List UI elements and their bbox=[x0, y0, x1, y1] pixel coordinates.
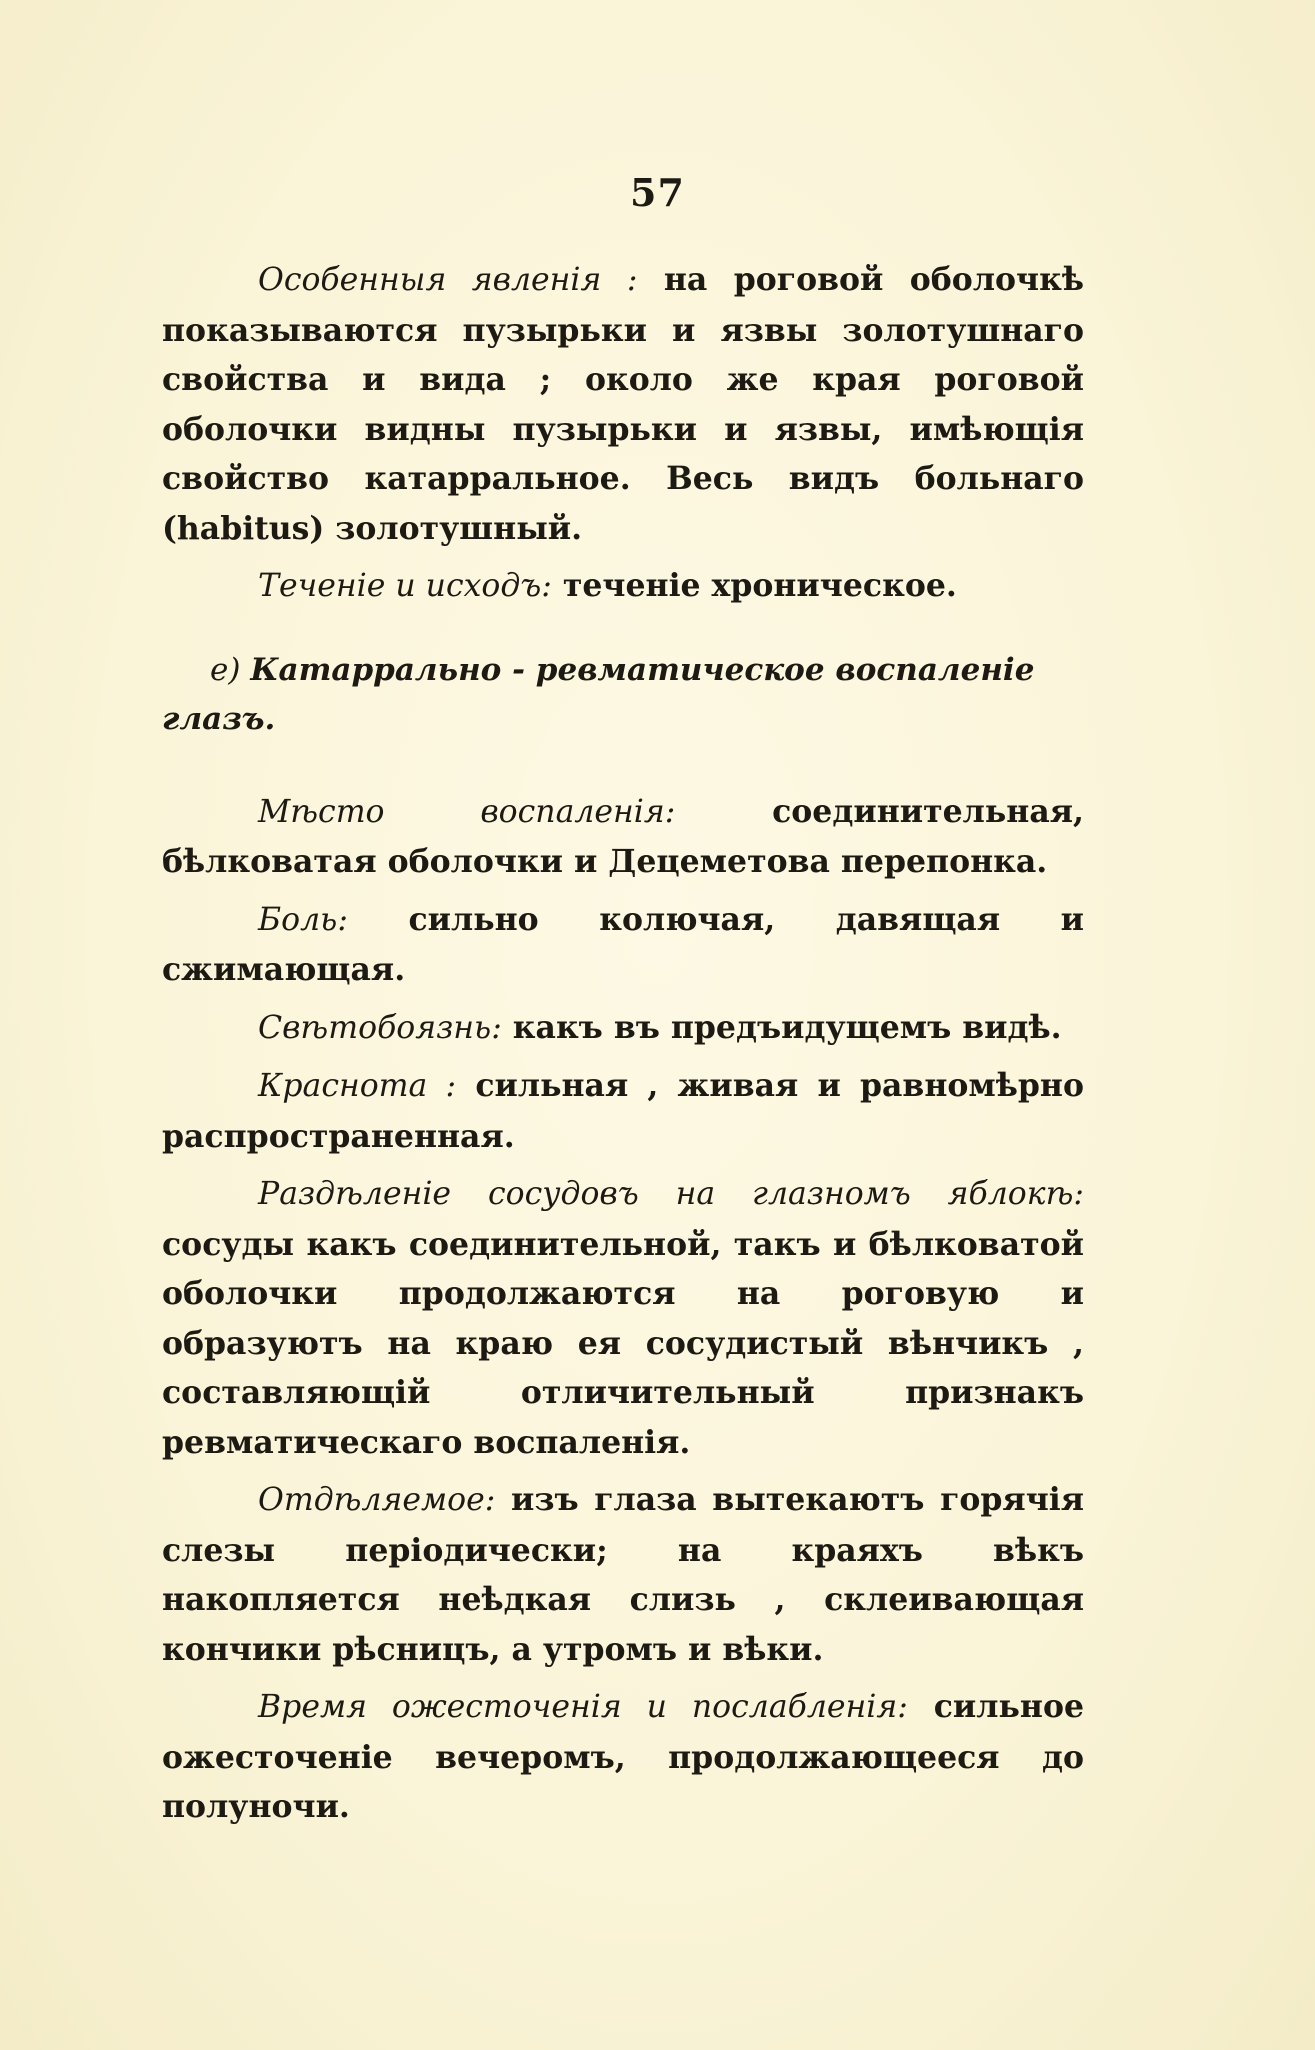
paragraph-term: Раздѣленіе сосудовъ на глазномъ яблокѣ: bbox=[258, 1176, 1084, 1212]
paragraph-course-outcome bbox=[162, 561, 1084, 612]
paragraph-inflammation-site bbox=[162, 787, 1084, 887]
paragraph-term: Мѣсто воспаленія: bbox=[258, 793, 676, 830]
paragraph-special-symptoms bbox=[162, 255, 1084, 553]
paragraph-text: сильно колючая, давящая и сжимающая. bbox=[162, 900, 1084, 988]
page-number: 57 bbox=[630, 170, 685, 215]
paragraph-text: теченіе хроническое. bbox=[551, 567, 957, 604]
paragraph-text: сосуды какъ соединительной, такъ и бѣлковатой оболочки продолжаются на роговую и образуютъ на краю ея сосудистый вѣнчикъ , составляющій отличительный признакъ ревматическаго воспаленія. bbox=[162, 1225, 1084, 1461]
paragraph-term: Отдѣляемое: bbox=[258, 1482, 496, 1518]
subheading-title: Катаррально - ревматическое воспаленіе глазъ. bbox=[162, 651, 1035, 737]
paragraph-term: Свѣтобоязнь: bbox=[258, 1009, 502, 1046]
paragraph-text: на роговой оболочкѣ показываются пузырьки и язвы золотушнаго свойства и вида ; около же края роговой оболочки видны пузырьки и язвы, имѣющія свойство катарральное. Весь видъ больнаго (habitus) золотушный. bbox=[162, 261, 1084, 547]
body-text bbox=[162, 255, 1084, 1840]
paragraph-term: Особенныя явленія : bbox=[258, 262, 638, 298]
paragraph-text: изъ глаза вытекаютъ горячія слезы періодически; на краяхъ вѣкъ накопляется неѣдкая слизь , склеивающая кончики рѣсницъ, а утромъ и вѣки. bbox=[162, 1481, 1084, 1668]
paragraph-term: Время ожесточенія и послабленія: bbox=[258, 1689, 908, 1725]
paragraph-text: сильная , живая и равномѣрно распространенная. bbox=[162, 1067, 1084, 1155]
paragraph-text: соединительная, бѣлковатая оболочки и Децеметова перепонка. bbox=[162, 792, 1084, 880]
subheading-prefix: е) bbox=[210, 651, 241, 688]
paragraph-vessel-distribution bbox=[162, 1169, 1084, 1467]
section-subheading bbox=[162, 646, 1084, 745]
paragraph-term: Теченіе и исходъ: bbox=[258, 568, 552, 604]
paragraph-exacerbation-time bbox=[162, 1682, 1084, 1832]
paragraph-photophobia bbox=[162, 1003, 1084, 1054]
paragraph-term: Боль: bbox=[258, 901, 348, 938]
paragraph-pain bbox=[162, 895, 1084, 995]
paragraph-redness bbox=[162, 1061, 1084, 1161]
paragraph-discharge bbox=[162, 1475, 1084, 1674]
paragraph-text: сильное ожесточеніе вечеромъ, продолжающееся до полуночи. bbox=[162, 1688, 1084, 1825]
paragraph-term: Краснота : bbox=[258, 1068, 457, 1104]
paragraph-text: какъ въ предъидущемъ видѣ. bbox=[501, 1008, 1062, 1046]
